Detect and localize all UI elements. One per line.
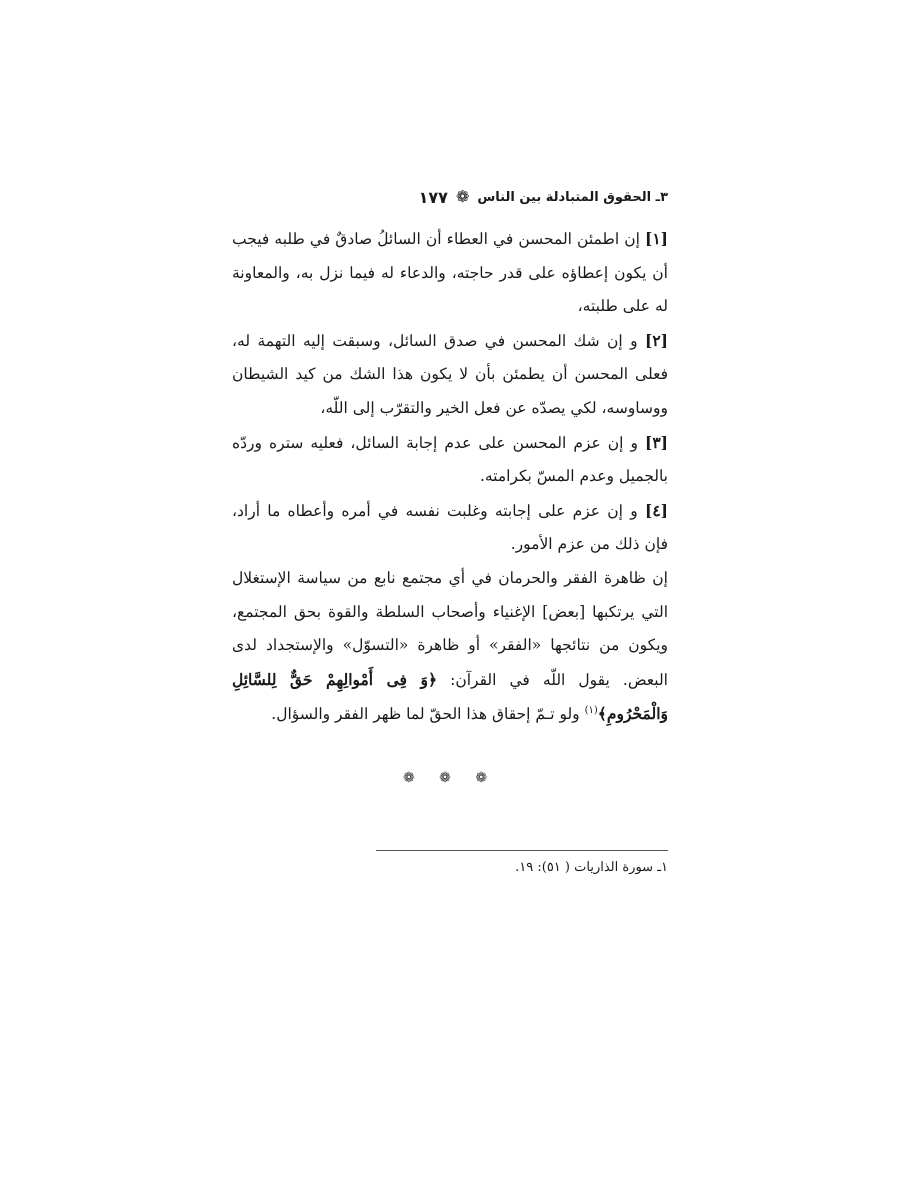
paragraph-text: و إن شك المحسن في صدق السائل، وسبقت إليه التهمة له، فعلى المحسن أن يطمئن بأن لا يكون هذا الشك من كيد الشيطان ووساوسه، لكي يصدّه عن فعل الخير والتقرّب إلى اللّه، [232, 331, 668, 417]
paragraph-marker: [١] [644, 229, 668, 248]
paragraph-marker: [٣] [644, 432, 668, 452]
paragraph-4 [232, 494, 668, 562]
footnote-divider [376, 850, 668, 851]
flower-ornament-icon: ❁ [455, 187, 470, 206]
closing-text-end: ولو تـمّ إحقاق هذا الحقّ لما ظهر الفقر والسؤال. [271, 705, 585, 724]
paragraph-text: و إن عزم على إجابته وغلبت نفسه في أمره وأعطاه ما أراد، فإن ذلك من عزم الأمور. [232, 501, 668, 554]
paragraph-text: إن اطمئن المحسن في العطاء أن السائلُ صادقٌ في طلبه فيجب أن يكون إعطاؤه على قدر حاجته، والدعاء له فيما نزل به، والمعاونة له على طلبته، [232, 230, 668, 316]
closing-paragraph [232, 562, 668, 732]
book-page [232, 180, 668, 786]
chapter-title: ٣ـ الحقوق المتبادلة بين الناس [477, 189, 668, 205]
paragraph-2 [232, 324, 668, 426]
section-separator: ❁ ❁ ❁ [402, 769, 498, 786]
paragraph-marker: [٢] [644, 330, 668, 350]
paragraph-1 [232, 222, 668, 324]
body-text [232, 222, 668, 732]
closing-text: إن ظاهرة الفقر والحرمان في أي مجتمع نابع من سياسة الإستغلال التي يرتكبها [بعض] الإغنياء وأصحاب السلطة والقوة بحق المجتمع، ويكون من نتائجها «الفقر» أو ظاهرة «التسوّل» والإستجداد لدى البعض. يقول اللّه في القرآن: [232, 568, 668, 689]
running-header [232, 180, 668, 214]
paragraph-text: و إن عزم المحسن على عدم إجابة السائل، فعليه ستره وردّه بالجميل وعدم المسّ بكرامته. [232, 433, 668, 486]
paragraph-marker: [٤] [644, 500, 668, 520]
footnote-reference: (١) [584, 705, 598, 717]
footnote: ١ـ سورة الذاريات ( ٥١): ١٩. [515, 860, 668, 875]
quran-verse: ﴿وَ فِى أَمْوالِهِمْ حَقٌّ لِلسَّائِلِ وَالْمَحْرُومِ﴾ [232, 669, 668, 724]
page-number: ١٧٧ [418, 187, 448, 207]
paragraph-3 [232, 426, 668, 494]
